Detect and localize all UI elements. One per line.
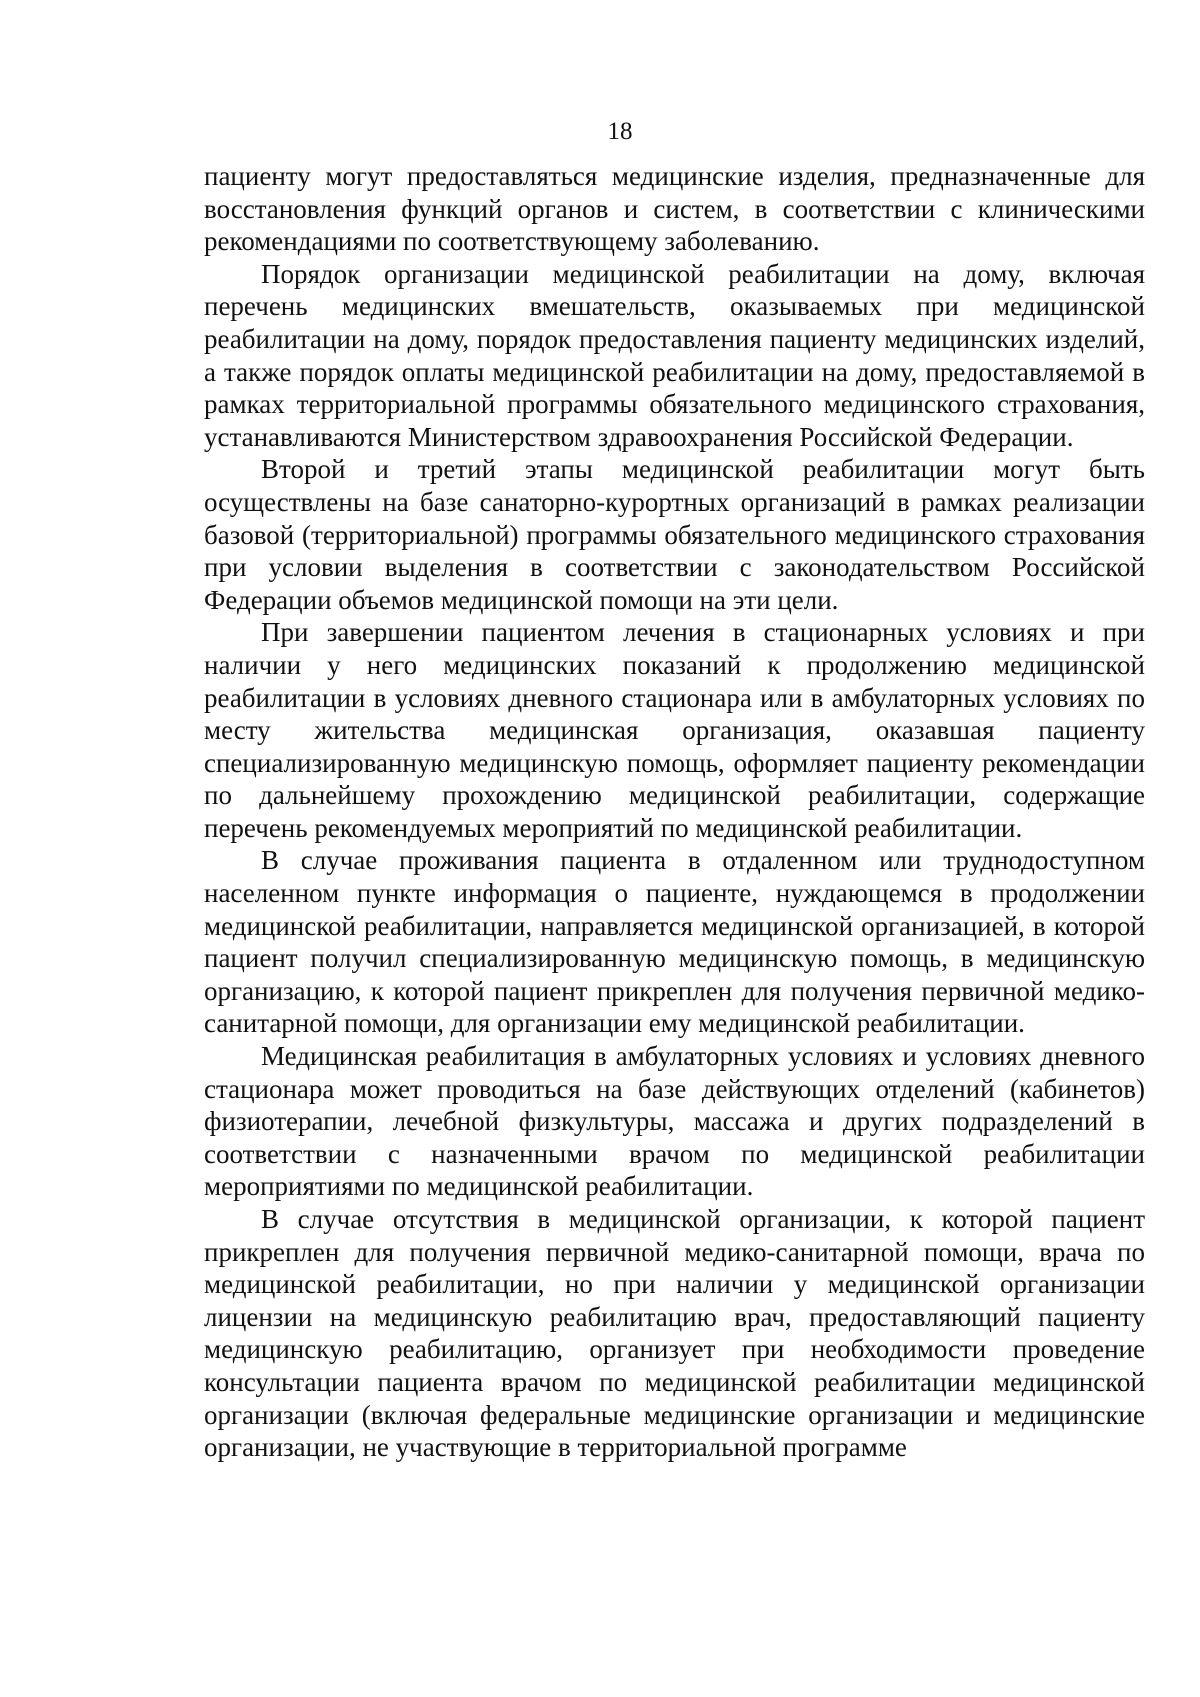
- page-number: 18: [607, 118, 633, 145]
- paragraph-discharge-recommendations: При завершении пациентом лечения в стационарных условиях и при наличии у него медицинских показаний к продолжению медицинской реабилитации в условиях дневного стационара или в амбулаторных условиях по месту жительства медицинская организация, оказавшая пациенту специализированную медицинскую помощь, оформляет пациенту рекомендации по дальнейшему прохождению медицинской реабилитации, содержащие перечень рекомендуемых мероприятий по медицинской реабилитации.: [204, 617, 1145, 843]
- paragraph-remote-residence: В случае проживания пациента в отдаленном или труднодоступном населенном пункте информация о пациенте, нуждающемся в продолжении медицинской реабилитации, направляется медицинской организацией, в которой пациент получил специализированную медицинскую помощь, в медицинскую организацию, к которой пациент прикреплен для получения первичной медико-санитарной помощи, для организации ему медицинской реабилитации.: [204, 845, 1145, 1039]
- paragraph-continued: пациенту могут предоставляться медицинские изделия, предназначенные для восстановления функций органов и систем, в соответствии с клиническими рекомендациями по соответствующему заболеванию.: [204, 161, 1145, 257]
- paragraph-home-rehabilitation-order: Порядок организации медицинской реабилитации на дому, включая перечень медицинских вмешательств, оказываемых при медицинской реабилитации на дому, порядок предоставления пациенту медицинских изделий, а также порядок оплаты медицинской реабилитации на дому, предоставляемой в рамках территориальной программы обязательного медицинского страхования, устанавливаются Министерством здравоохранения Российской Федерации.: [204, 258, 1145, 452]
- paragraph-sanatorium-stages: Второй и третий этапы медицинской реабилитации могут быть осуществлены на базе санаторно-курортных организаций в рамках реализации базовой (территориальной) программы обязательного медицинского страхования при условии выделения в соответствии с законодательством Российской Федерации объемов медицинской помощи на эти цели.: [204, 454, 1145, 615]
- document-body: [204, 160, 1145, 1464]
- paragraph-absent-physician: В случае отсутствия в медицинской организации, к которой пациент прикреплен для получения первичной медико-санитарной помощи, врача по медицинской реабилитации, но при наличии у медицинской организации лицензии на медицинскую реабилитацию врач, предоставляющий пациенту медицинскую реабилитацию, организует при необходимости проведение консультации пациента врачом по медицинской реабилитации медицинской организации (включая федеральные медицинские организации и медицинские организации, не участвующие в территориальной программе: [204, 1204, 1145, 1463]
- paragraph-outpatient-rehabilitation: Медицинская реабилитация в амбулаторных условиях и условиях дневного стационара может проводиться на базе действующих отделений (кабинетов) физиотерапии, лечебной физкультуры, массажа и других подразделений в соответствии с назначенными врачом по медицинской реабилитации мероприятиями по медицинской реабилитации.: [204, 1041, 1145, 1202]
